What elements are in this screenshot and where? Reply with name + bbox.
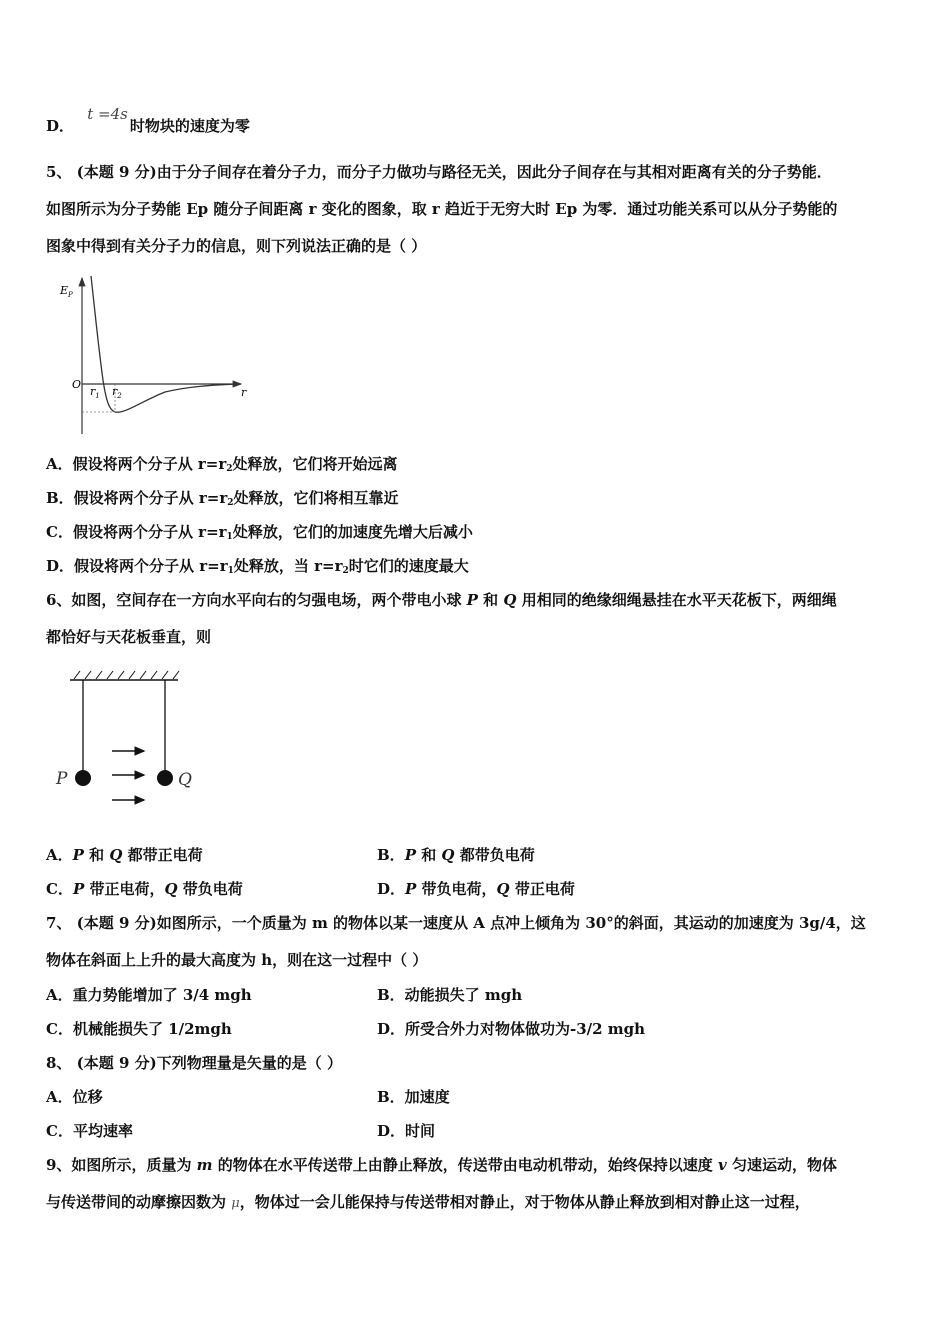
- q5-option-a: A．假设将两个分子从 $r=r_2$处释放，它们将开始远离: [46, 455, 398, 474]
- q8-option-c: C．平均速率: [46, 1122, 133, 1140]
- q7-stem-line2: 物体在斜面上上升的最大高度为 h，则在这一过程中（ ）: [46, 951, 428, 969]
- q5-stem-line2: 如图所示为分子势能 Ep 随分子间距离 r 变化的图象，取 r 趋近于无穷大时 Ep 为零．通过功能关系可以从分子势能的: [46, 200, 838, 218]
- q6-ball-q: [157, 770, 173, 786]
- q4-option-d-formula: t =4s: [87, 105, 128, 123]
- q5-option-d: D．假设将两个分子从 $r=r_1$处释放，当 $r=r_2$时它们的速度最大: [46, 557, 469, 576]
- q4-option-d-label: D．: [46, 117, 75, 135]
- q8-option-a: A．位移: [46, 1088, 103, 1106]
- q9-stem-line1: 9、如图所示，质量为 m 的物体在水平传送带上由静止释放，传送带由电动机带动，始终保持以速度 v 匀速运动，物体: [46, 1156, 837, 1174]
- q5-origin-label: O: [72, 378, 82, 391]
- q6-option-b: B．P 和 Q 都带负电荷: [377, 846, 535, 864]
- q6-ceiling-hatch: [74, 671, 179, 679]
- q6-label-p: P: [56, 769, 68, 789]
- q5-y-axis-label: $E_P$: [60, 284, 73, 299]
- q7-option-c: C．机械能损失了 1/2mgh: [46, 1020, 232, 1038]
- q5-potential-energy-graph: [55, 272, 255, 438]
- q5-r2-label: $r_2$: [112, 385, 122, 400]
- q5-option-b: B．假设将两个分子从 $r=r_2$处释放，它们将相互靠近: [46, 489, 399, 508]
- q6-stem-line1: 6、如图，空间存在一方向水平向右的匀强电场，两个带电小球 P 和 Q 用相同的绝缘细绳悬挂在水平天花板下，两细绳: [46, 591, 837, 609]
- q6-ball-p: [75, 770, 91, 786]
- q7-stem-line1: 7、 (本题 9 分)如图所示，一个质量为 m 的物体以某一速度从 A 点冲上倾角为 30°的斜面，其运动的加速度为 3g/4，这: [46, 914, 866, 932]
- q5-x-axis-label: r: [241, 386, 247, 399]
- q5-r1-label: $r_1$: [90, 385, 100, 400]
- q4-option-d: [46, 105, 250, 136]
- q5-stem-line3: 图象中得到有关分子力的信息，则下列说法正确的是（ ）: [46, 237, 427, 255]
- q5-stem-line1: 5、 (本题 9 分)由于分子间存在着分子力，而分子力做功与路径无关，因此分子间存在与其相对距离有关的分子势能．: [46, 163, 832, 181]
- q7-option-a: A．重力势能增加了 3/4 mgh: [46, 986, 252, 1004]
- q7-option-b: B．动能损失了 mgh: [377, 986, 523, 1004]
- q6-label-q: Q: [178, 770, 192, 790]
- q7-option-d: D．所受合外力对物体做功为-3/2 mgh: [377, 1020, 646, 1038]
- q9-stem-line2: 与传送带间的动摩擦因数为 μ，物体过一会儿能保持与传送带相对静止，对于物体从静止释放到相对静止这一过程，: [46, 1193, 810, 1211]
- q6-option-c: C．P 带正电荷，Q 带负电荷: [46, 880, 243, 898]
- q6-stem-line2: 都恰好与天花板垂直，则: [46, 628, 212, 646]
- q5-option-c: C．假设将两个分子从 $r=r_1$处释放，它们的加速度先增大后减小: [46, 523, 473, 542]
- q4-option-d-text: 时物块的速度为零: [129, 117, 250, 135]
- q6-option-a: A．P 和 Q 都带正电荷: [46, 846, 203, 864]
- q6-hanging-charges-figure: [50, 668, 200, 814]
- q8-option-d: D．时间: [377, 1122, 436, 1140]
- q8-option-b: B．加速度: [377, 1088, 450, 1106]
- q6-option-d: D．P 带负电荷，Q 带正电荷: [377, 880, 575, 898]
- q8-stem: 8、 (本题 9 分)下列物理量是矢量的是（ ）: [46, 1054, 342, 1072]
